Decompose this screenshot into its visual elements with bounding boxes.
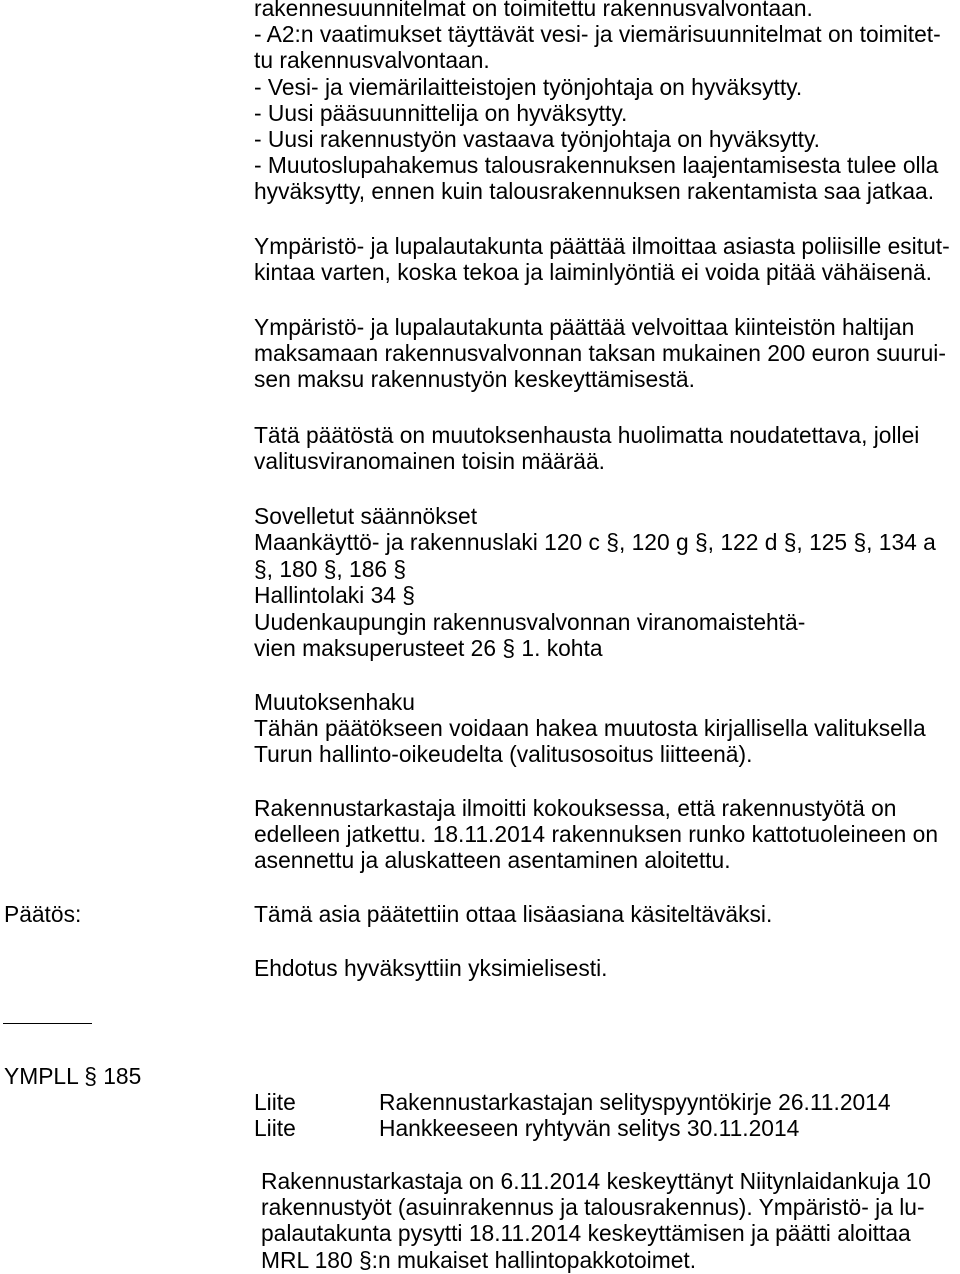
police-notice-paragraph <box>254 233 950 285</box>
decision-label: Päätös: <box>4 901 82 927</box>
text-line: hyväksytty, ennen kuin talousrakennuksen rakentamista saa jatkaa. <box>254 178 935 205</box>
text-line: Rakennustarkastaja ilmoitti kokouksessa, että rakennustyötä on <box>254 795 897 821</box>
meeting-note-paragraph <box>254 795 938 874</box>
text-line: kintaa varten, koska tekoa ja laiminlyöntiä ei voida pitää vähäisenä. <box>254 259 932 286</box>
text-line: Rakennustarkastaja on 6.11.2014 keskeyttänyt Niitynlaidankuja 10 <box>261 1168 931 1194</box>
text-line: - Vesi- ja viemärilaitteistojen työnjohtaja on hyväksytty. <box>254 73 803 100</box>
attachment-title: Hankkeeseen ryhtyvän selitys 30.11.2014 <box>379 1115 800 1142</box>
conditions-paragraph <box>254 0 941 205</box>
section-heading: Sovelletut säännökset <box>254 503 478 529</box>
decision-text <box>254 901 772 927</box>
enforcement-paragraph <box>254 422 919 474</box>
fee-paragraph <box>254 314 946 393</box>
text-line: Ehdotus hyväksyttiin yksimielisesti. <box>254 955 608 981</box>
text-line: Hallintolaki 34 § <box>254 582 415 609</box>
text-line: Tätä päätöstä on muutoksenhausta huolimatta noudatettava, jollei <box>254 422 920 448</box>
text-line: §, 180 §, 186 § <box>254 555 407 582</box>
text-line: palautakunta pysytti 18.11.2014 keskeyttämisen ja päätti aloittaa <box>261 1220 911 1247</box>
text-line: valitusviranomainen toisin määrää. <box>254 448 605 475</box>
appeal-section <box>254 689 926 768</box>
text-line: maksamaan rakennusvalvonnan taksan mukainen 200 euron suurui- <box>254 340 946 367</box>
text-line: Maankäyttö- ja rakennuslaki 120 c §, 120 g §, 122 d §, 125 §, 134 a <box>254 529 936 556</box>
text-line: Ympäristö- ja lupalautakunta päättää velvoittaa kiinteistön haltijan <box>254 314 915 340</box>
attachment-title: Rakennustarkastajan selityspyyntökirje 26.11.2014 <box>379 1089 891 1115</box>
text-line: tu rakennusvalvontaan. <box>254 47 490 74</box>
text-line: edelleen jatkettu. 18.11.2014 rakennuksen runko kattotuoleineen on <box>254 821 938 848</box>
attachment-label: Liite <box>254 1115 296 1142</box>
text-line: vien maksuperusteet 26 § 1. kohta <box>254 634 603 661</box>
text-line: asennettu ja aluskatteen asentaminen aloitettu. <box>254 847 731 874</box>
attachments-list <box>254 1089 954 1141</box>
text-line: - Muutoslupahakemus talousrakennuksen laajentamisesta tulee olla <box>254 152 939 179</box>
text-line: - A2:n vaatimukset täyttävät vesi- ja viemärisuunnitelmat on toimitet- <box>254 21 941 48</box>
text-line: rakennustyöt (asuinrakennus ja talousrakennus). Ympäristö- ja lu- <box>261 1194 925 1221</box>
text-line: MRL 180 §:n mukaiset hallintopakkotoimet. <box>261 1246 697 1273</box>
applied-provisions-section <box>254 503 936 661</box>
text-line: sen maksu rakennustyön keskeyttämisestä. <box>254 366 695 393</box>
text-line: Tähän päätökseen voidaan hakea muutosta kirjallisella valituksella <box>254 715 926 742</box>
section-divider <box>3 1023 92 1024</box>
item-intro-paragraph <box>261 1168 931 1273</box>
text-line: Tämä asia päätettiin ottaa lisäasiana käsiteltäväksi. <box>254 901 773 927</box>
attachment-label: Liite <box>254 1089 296 1115</box>
text-line: Uudenkaupungin rakennusvalvonnan viranomaistehtä- <box>254 608 806 635</box>
text-line: Ympäristö- ja lupalautakunta päättää ilmoittaa asiasta poliisille esitut- <box>254 233 950 259</box>
text-line: - Uusi rakennustyön vastaava työnjohtaja on hyväksytty. <box>254 125 820 152</box>
text-line: Turun hallinto-oikeudelta (valitusosoitus liitteenä). <box>254 741 753 768</box>
attachment-row <box>254 1115 954 1141</box>
section-heading: Muutoksenhaku <box>254 689 415 715</box>
section-number: YMPLL § 185 <box>4 1063 142 1089</box>
text-line: - Uusi pääsuunnittelija on hyväksytty. <box>254 99 628 126</box>
attachment-row <box>254 1089 954 1115</box>
text-line: rakennesuunnitelmat on toimitettu rakennusvalvontaan. <box>254 0 813 21</box>
approval-text <box>254 955 607 981</box>
